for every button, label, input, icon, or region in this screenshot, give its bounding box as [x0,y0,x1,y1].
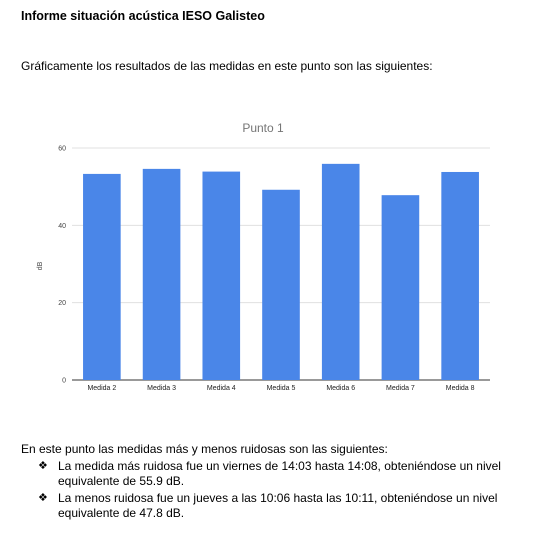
diamond-bullet-icon: ❖ [38,492,48,504]
list-item [38,459,521,489]
chart-canvas [20,116,514,402]
y-tick-label: 40 [58,222,66,230]
quietest-measure-text: La menos ruidosa fue un jueves a las 10:06 hasta las 10:11, obteniéndose un nivel equivalente de 47.8 dB. [58,491,498,520]
y-tick-label: 0 [62,377,66,385]
bar [83,174,121,380]
intro-paragraph: Gráficamente los resultados de las medidas en este punto son las siguientes: [21,59,433,73]
bars [83,164,479,380]
summary-section [21,442,521,523]
y-tick-label: 60 [58,145,66,153]
bar [262,190,300,380]
bar [382,195,420,380]
y-axis-label: dB [37,261,44,271]
x-tick-label: Medida 3 [147,385,176,392]
diamond-bullet-icon: ❖ [38,460,48,472]
x-tick-labels [87,385,474,392]
bar-chart [20,116,514,402]
summary-intro: En este punto las medidas más y menos ruidosas son las siguientes: [21,442,388,456]
document-title: Informe situación acústica IESO Galisteo [21,9,265,23]
summary-list [21,459,521,521]
x-tick-label: Medida 4 [206,385,236,392]
list-item [38,491,521,521]
x-tick-label: Medida 2 [87,385,117,392]
y-tick-label: 20 [58,300,66,308]
x-tick-label: Medida 5 [266,385,296,392]
bar [143,169,181,380]
x-tick-label: Medida 6 [326,385,356,392]
x-tick-label: Medida 7 [386,385,415,392]
loudest-measure-text: La medida más ruidosa fue un viernes de 14:03 hasta 14:08, obteniéndose un nivel equivalente de 55.9 dB. [58,459,501,488]
x-tick-label: Medida 8 [445,385,475,392]
bar [322,164,360,380]
bar [202,172,240,380]
y-tick-labels [58,146,66,385]
bar [441,172,479,380]
chart-title: Punto 1 [242,121,284,135]
